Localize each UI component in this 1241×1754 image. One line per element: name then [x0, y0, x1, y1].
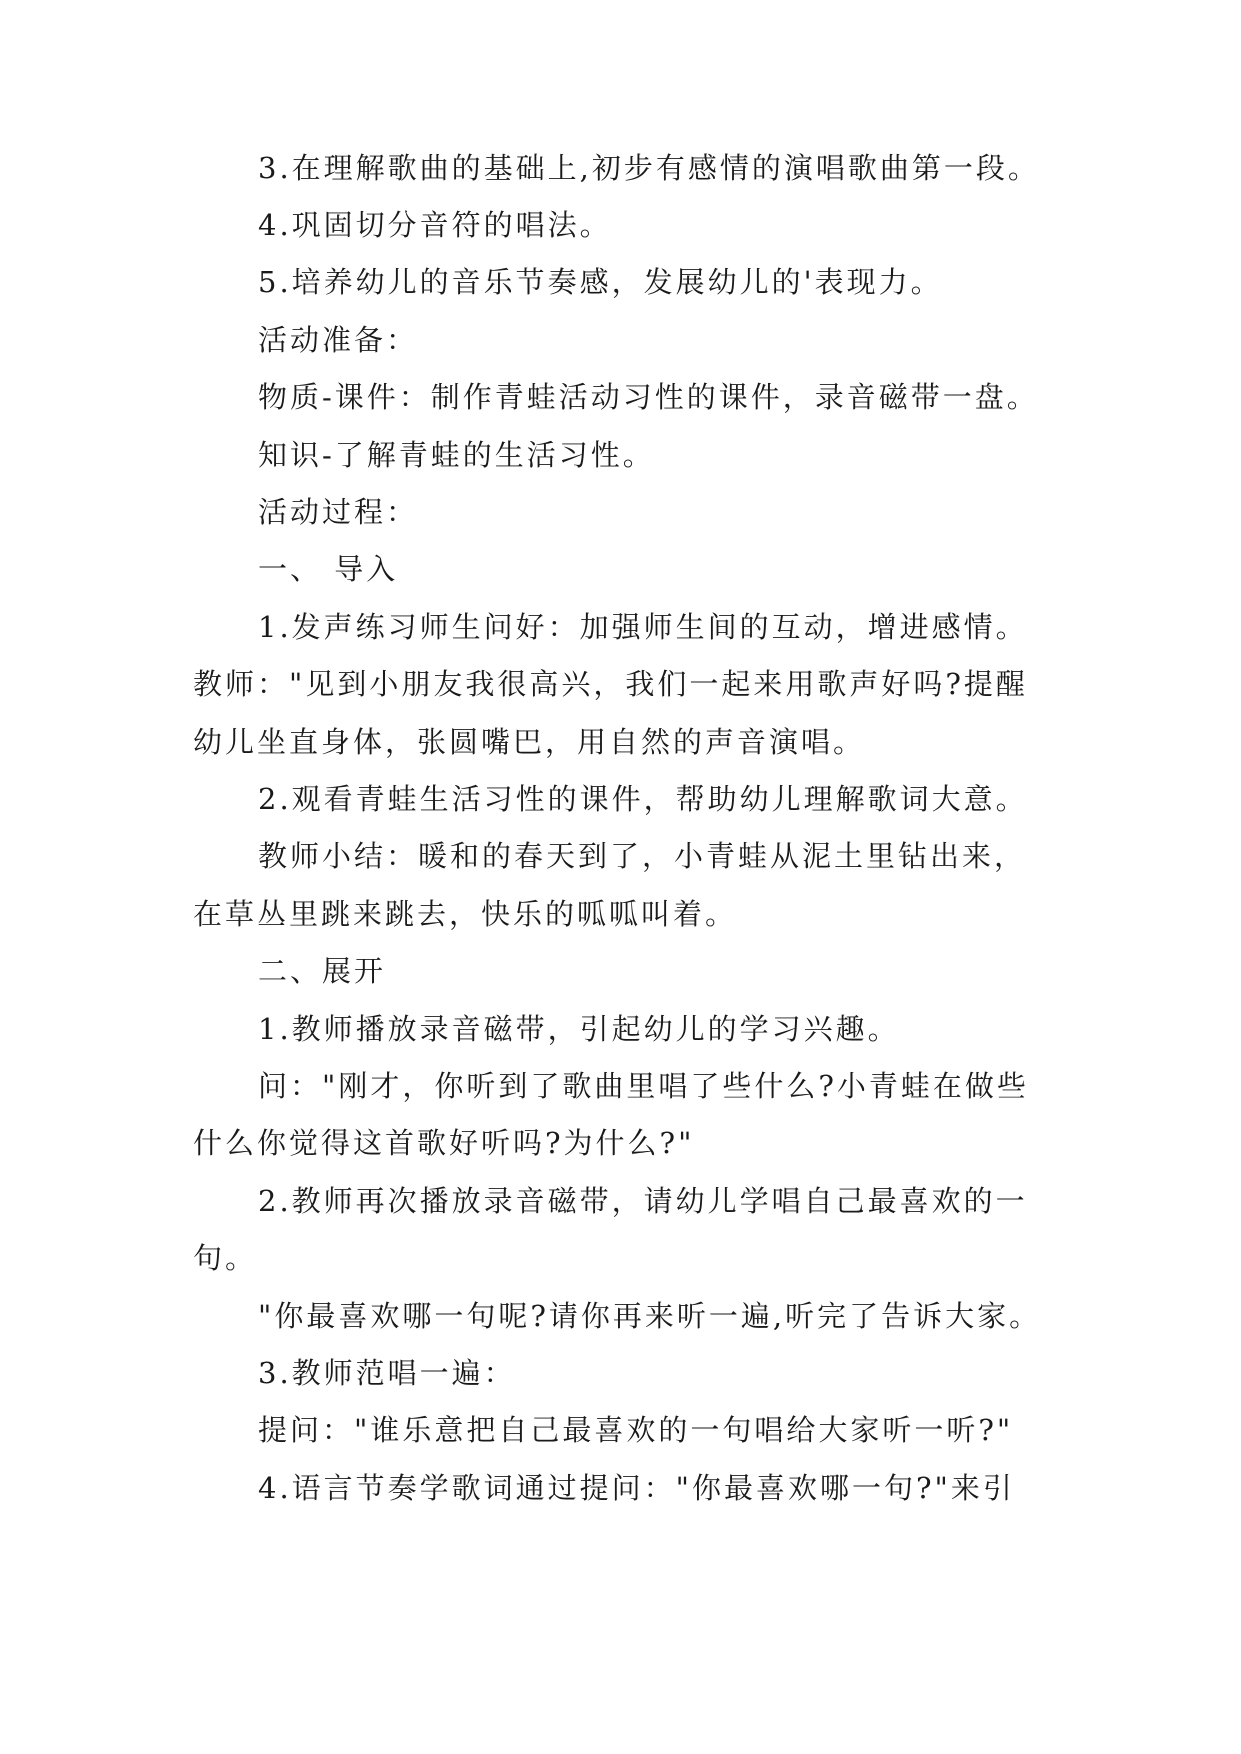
text-line: 在草丛里跳来跳去，快乐的呱呱叫着。 [193, 897, 738, 931]
text-line: 3.教师范唱一遍： [258, 1356, 516, 1390]
text-line: 5.培养幼儿的音乐节奏感，发展幼儿的'表现力。 [258, 265, 943, 299]
section-heading: 活动过程： [258, 495, 419, 529]
text-line: 问："刚才，你听到了歌曲里唱了些什么?小青蛙在做些 [258, 1069, 1029, 1103]
text-line: 1.教师播放录音磁带，引起幼儿的学习兴趣。 [258, 1012, 900, 1046]
text-line: 2.教师再次播放录音磁带，请幼儿学唱自己最喜欢的一 [258, 1184, 1028, 1218]
text-line: 提问："谁乐意把自己最喜欢的一句唱给大家听一听?" [258, 1413, 1014, 1447]
text-line: 什么你觉得这首歌好听吗?为什么?" [193, 1126, 695, 1160]
text-line: 2.观看青蛙生活习性的课件，帮助幼儿理解歌词大意。 [258, 782, 1028, 816]
text-line: 句。 [193, 1241, 258, 1275]
text-line: 教师小结：暖和的春天到了，小青蛙从泥土里钻出来， [258, 839, 1027, 873]
text-line: 1.发声练习师生问好：加强师生间的互动，增进感情。 [258, 610, 1028, 644]
text-line: 知识-了解青蛙的生活习性。 [258, 438, 655, 472]
section-heading: 活动准备： [258, 323, 419, 357]
text-line: 3.在理解歌曲的基础上,初步有感情的演唱歌曲第一段。 [258, 151, 1040, 185]
text-line: 教师："见到小朋友我很高兴，我们一起来用歌声好吗?提醒 [193, 667, 1028, 701]
text-line: 幼儿坐直身体，张圆嘴巴，用自然的声音演唱。 [193, 725, 866, 759]
section-heading: 二、展开 [258, 954, 387, 988]
text-line: 物质-课件：制作青蛙活动习性的课件，录音磁带一盘。 [258, 380, 1039, 414]
text-line: 4.语言节奏学歌词通过提问："你最喜欢哪一句?"来引 [258, 1471, 1015, 1505]
section-heading: 一、 导入 [258, 552, 399, 586]
text-line: 4.巩固切分音符的唱法。 [258, 208, 612, 242]
text-line: "你最喜欢哪一句呢?请你再来听一遍,听完了告诉大家。 [258, 1299, 1042, 1333]
